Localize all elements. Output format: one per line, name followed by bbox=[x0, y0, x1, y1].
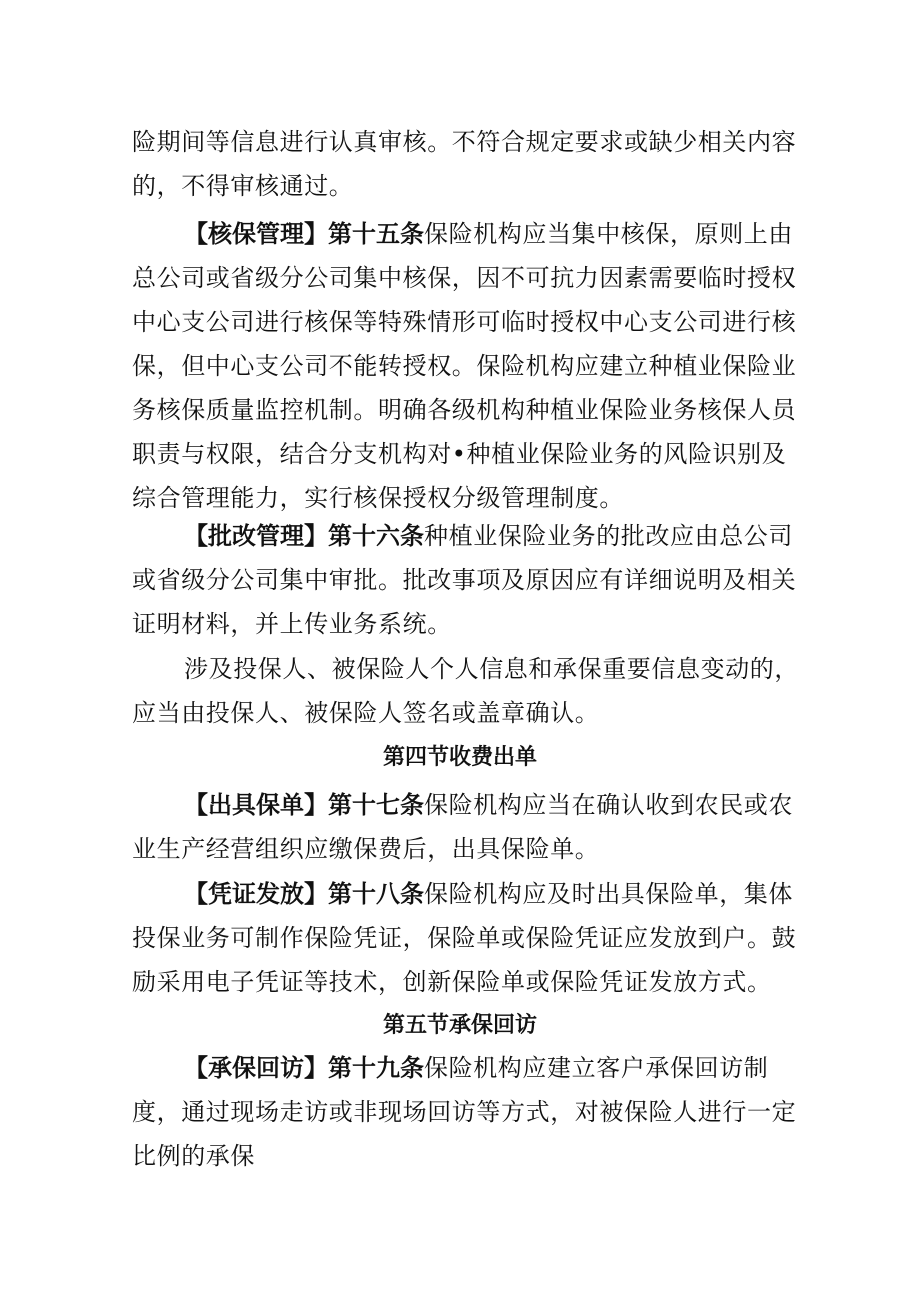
paragraph-article-18 bbox=[132, 872, 800, 1004]
paragraph-article-19 bbox=[132, 1046, 800, 1178]
section-heading-4: 第四节收费出单 bbox=[382, 745, 537, 770]
paragraph-article-16 bbox=[132, 514, 800, 646]
paragraph-article-15 bbox=[132, 212, 800, 520]
paragraph-text: 险期间等信息进行认真审核。不符合规定要求或缺少相关内容的，不得审核通过。 bbox=[132, 128, 797, 200]
paragraph-continued bbox=[132, 120, 800, 208]
article-number: 第十七条 bbox=[328, 791, 424, 819]
paragraph-article-17 bbox=[132, 783, 800, 871]
article-number: 第十九条 bbox=[328, 1054, 424, 1082]
paragraph-text: 保险机构应建立客户承保回访制度，通过现场走访或非现场回访等方式，对被保险人进行一定比例的承保 bbox=[132, 1054, 797, 1170]
section-tag: 【凭证发放】 bbox=[184, 880, 328, 908]
section-tag: 【出具保单】 bbox=[184, 791, 328, 819]
article-number: 第十五条 bbox=[328, 220, 424, 248]
section-tag: 【批改管理】 bbox=[184, 522, 328, 550]
paragraph-text: 保险机构应当集中核保，原则上由总公司或省级分公司集中核保，因不可抗力因素需要临时授权中心支公司进行核保等特殊情形可临时授权中心支公司进行核保，但中心支公司不能转授权。保险机构应建立种植业保险业务核保质量监控机制。明确各级机构种植业保险业务核保人员职责与权限，结合分支机构对•种植业保险业务的风险识别及综合管理能力，实行核保授权分级管理制度。 bbox=[132, 220, 797, 512]
paragraph-text: 涉及投保人、被保险人个人信息和承保重要信息变动的，应当由投保人、被保险人签名或盖章确认。 bbox=[132, 655, 799, 727]
section-tag: 【承保回访】 bbox=[184, 1054, 328, 1082]
paragraph-text: 种植业保险业务的批改应由总公司或省级分公司集中审批。批改事项及原因应有详细说明及相关证明材料，并上传业务系统。 bbox=[132, 522, 797, 638]
section-heading-5: 第五节承保回访 bbox=[382, 1013, 537, 1038]
section-tag: 【核保管理】 bbox=[184, 220, 328, 248]
paragraph-text: 保险机构应当在确认收到农民或农业生产经营组织应缴保费后，出具保险单。 bbox=[132, 791, 793, 863]
paragraph-text: 保险机构应及时出具保险单，集体投保业务可制作保险凭证，保险单或保险凭证应发放到户。鼓励采用电子凭证等技术，创新保险单或保险凭证发放方式。 bbox=[132, 880, 797, 996]
article-number: 第十六条 bbox=[328, 522, 424, 550]
article-number: 第十八条 bbox=[328, 880, 424, 908]
paragraph-signature-note bbox=[132, 647, 800, 735]
